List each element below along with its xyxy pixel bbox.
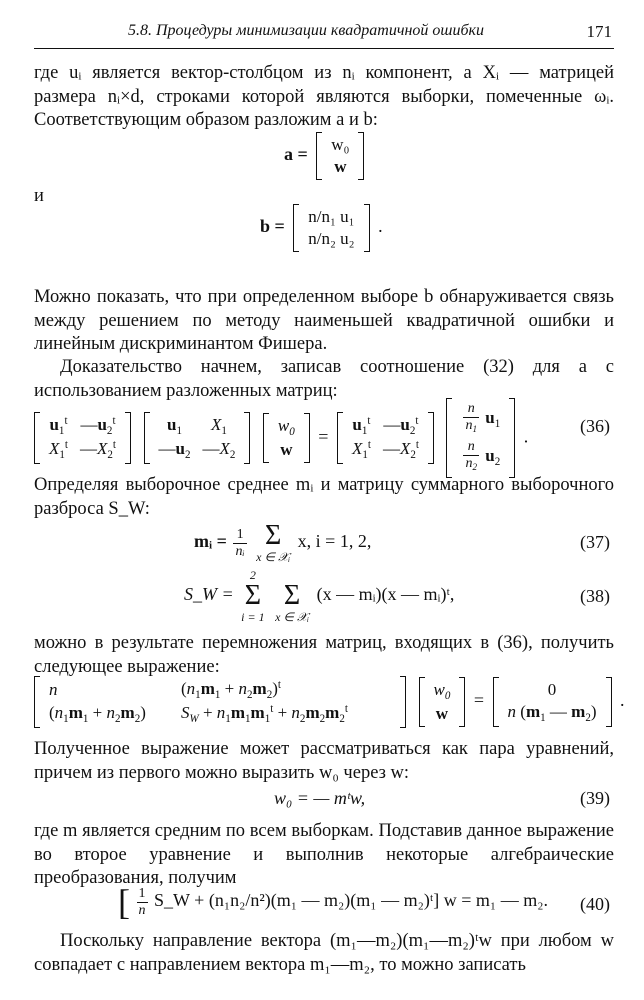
equation-b-definition — [34, 200, 614, 278]
paragraph-6: Полученное выражение может рассматриваться как пара уравнений, причем из первого можно выразить w₀ через w: — [34, 739, 614, 783]
a-matrix — [316, 132, 364, 180]
eq39-formula: w₀ = — mᵗw, — [274, 788, 366, 808]
equation-40: [ $\frac{1}{n}$ S_W + (n₁n₂/n²)(m₁ — m₂)(m₁ — m₂)ᵗ] w = m₁ — m₂. (40) — [118, 882, 610, 922]
equation-38 — [34, 568, 614, 628]
equation-number-37: (37) — [580, 532, 610, 552]
matrix-x-transpose: $u_1^t$ $—u_2^t$ $X_1^t$ $—X_2^t$ — [34, 412, 131, 464]
b-matrix — [293, 204, 369, 252]
page-number: 171 — [586, 22, 612, 41]
b-entry-2: n/n₂ u₂ — [308, 229, 355, 248]
equation-39 — [34, 788, 614, 814]
eq37-fraction: $\frac{1}{\text{nᵢ}}$ — [235, 526, 245, 559]
eq38-lhs: S_W = — [184, 584, 234, 605]
running-header — [34, 18, 614, 49]
eq37-lhs: mᵢ = — [194, 531, 227, 552]
matrix-y: $u_1$ $X_1$ $—u_2$ $—X_2$ — [144, 412, 251, 464]
a-entry-2: w — [334, 157, 347, 176]
b-end-period: . — [378, 216, 383, 237]
paragraph-5: можно в результате перемножения матриц, входящих в (36), получить следующее выражение: — [34, 633, 614, 677]
eq40-fraction: $\frac{1}{n}$ — [138, 885, 146, 918]
paragraph-1: где uᵢ является вектор-столбцом из nᵢ компонент, а Xᵢ — матрицей размера nᵢ×d, строками которой являются выборки, помеченные ωᵢ. Соответствующим образом разложим a и b: — [34, 63, 614, 130]
equation-number-36: (36) — [580, 416, 610, 436]
matrix-a: $w_0$ w — [263, 413, 310, 463]
equation-a-definition — [34, 132, 614, 188]
running-title: 5.8. Процедуры минимизации квадратичной ошибки — [128, 22, 485, 39]
paragraph-3: Доказательство начнем, записав соотношение (32) для a с использованием разложенных матриц: — [34, 357, 614, 401]
conjunction-and: и — [34, 186, 44, 206]
paragraph-8: Поскольку направление вектора (m₁—m₂)(m₁—m₂)ᵗw при любом w совпадает с направлением вектора m₁—m₂, то можно записать — [34, 931, 614, 975]
equation-36: $u_1^t$ $—u_2^t$ $X_1^t$ $—X_2^t$ $u_1$ $X_1$ $—u_2$ $—X_2$ $w_0$ w = $u_1^t$ $—u_2^t$ $X_1^t$ $—X_2^t$ $\frac{n}{n_1}$ $u_1$ $\frac{n}{n_2}$ $u_2$ . (36) — [34, 396, 614, 466]
matrix-x-transpose-right: $u_1^t$ $—u_2^t$ $X_1^t$ $—X_2^t$ — [337, 412, 434, 464]
matrix-b: $\frac{n}{n_1}$ $u_1$ $\frac{n}{n_2}$ $u_2$ — [446, 398, 515, 478]
equation-number-39: (39) — [580, 788, 610, 808]
a-lhs: a = — [284, 144, 308, 165]
equation-product: n $(n_1m_1 + n_2m_2)^t$ $(n_1m_1 + n_2m_2)$ $S_W + n_1m_1m_1^t + n_2m_2m_2^t$ $w_0$ w = 0 n ($m_1$ — $m_2$) . — [34, 676, 614, 732]
eq38-sum-inner: Σ x ∈ 𝒳ᵢ — [275, 580, 310, 624]
b-entry-1: n/n₁ u₁ — [308, 207, 355, 226]
product-vector-a: $w_0$ w — [419, 677, 466, 727]
a-entry-1: w₀ — [331, 135, 350, 154]
eq40-formula: S_W + (n₁n₂/n²)(m₁ — m₂)(m₁ — m₂)ᵗ] w = m₁ — m₂. — [154, 890, 548, 911]
product-matrix: n $(n_1m_1 + n_2m_2)^t$ $(n_1m_1 + n_2m_2)$ $S_W + n_1m_1m_1^t + n_2m_2m_2^t$ — [34, 676, 406, 728]
eq38-rest: (x — mᵢ)(x — mᵢ)ᵗ, — [316, 584, 455, 605]
paragraph-7: где m является средним по всем выборкам. Подставив данное выражение во второе уравнение и выполнив некоторые алгебраические преобразования, получим — [34, 821, 614, 888]
equation-number-40: (40) — [580, 894, 610, 914]
paragraph-4: Определяя выборочное среднее mᵢ и матрицу суммарного выборочного разброса S_W: — [34, 475, 614, 519]
product-rhs: 0 n ($m_1$ — $m_2$) — [493, 677, 612, 727]
eq38-sum-outer: 2 Σ i = 1 — [241, 568, 265, 624]
eq37-sum: Σ x ∈ 𝒳ᵢ — [256, 520, 291, 564]
paragraph-2: Можно показать, что при определенном выборе b обнаруживается связь между решением по методу наименьшей квадратичной ошибки и линейным дискриминантом Фишера. — [34, 287, 614, 354]
equation-number-38: (38) — [580, 586, 610, 606]
b-lhs: b = — [260, 216, 285, 237]
eq37-rest: x, i = 1, 2, — [297, 531, 372, 552]
